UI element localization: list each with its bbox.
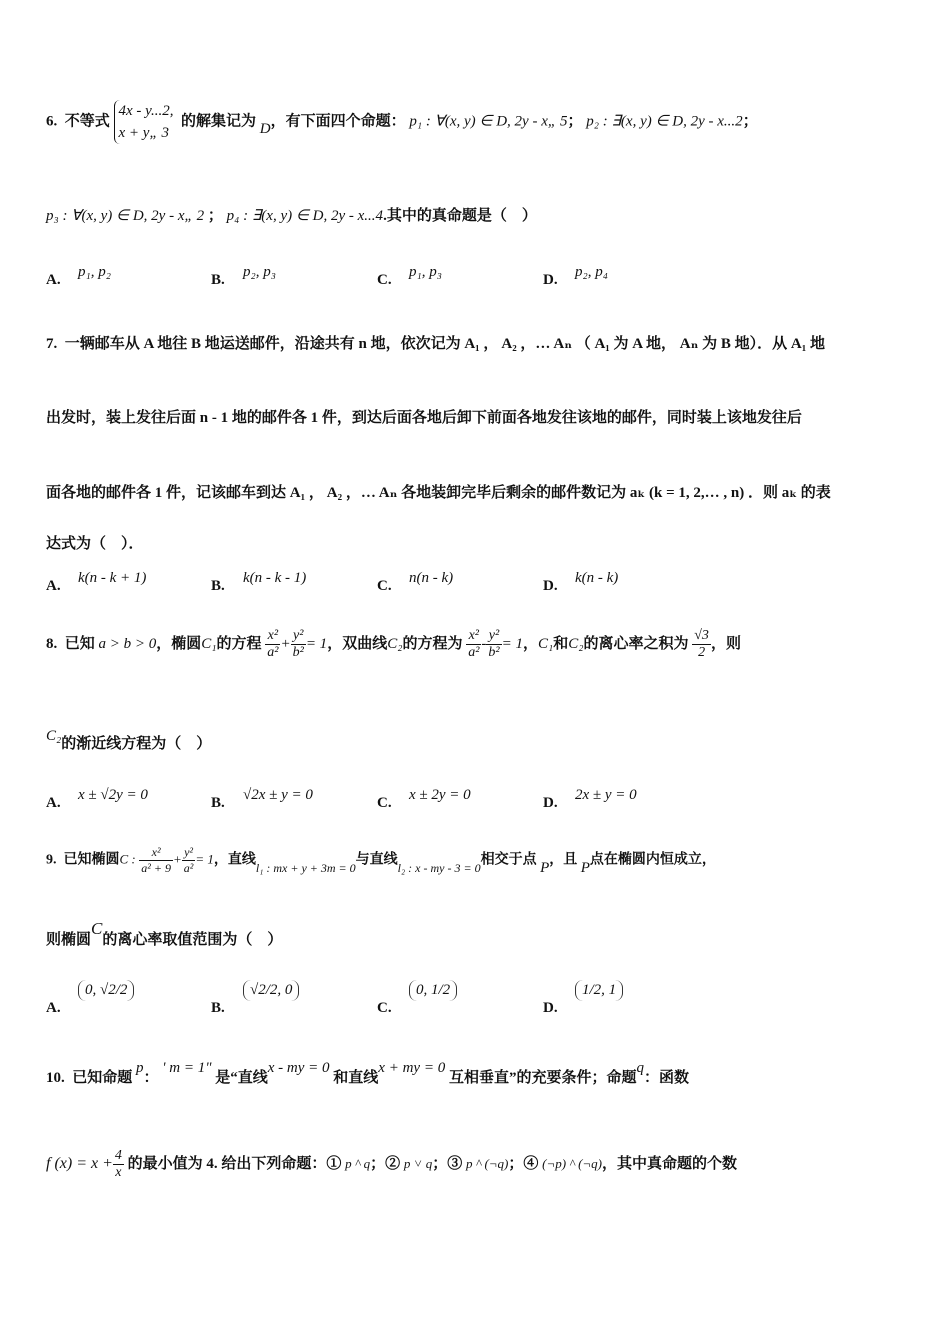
q8-condition: a > b > 0 [98, 635, 157, 652]
q10-text-4: 互相垂直”的充要条件；命题 [448, 1070, 637, 1086]
q6-text-4: .其中的真命题是（ ） [383, 208, 537, 224]
option-value: p₁, p₂ [78, 264, 111, 280]
option-value: x ± 2y = 0 [409, 787, 471, 803]
q7-option-b[interactable] [211, 570, 307, 595]
q6-option-b[interactable] [211, 264, 276, 289]
q9-text-2: ，直线 [213, 852, 256, 868]
option-label: B. [211, 578, 225, 594]
q8-C2-line2: C₂ [46, 728, 62, 744]
q6-sep2: ； [742, 113, 758, 130]
q8-plus: + [280, 635, 291, 652]
option-label: A. [46, 578, 61, 594]
q9-point-P2: P [580, 859, 590, 876]
option-value: √2/2, 0 [243, 980, 299, 1001]
q9-line1 [46, 845, 910, 876]
option-value: k(n - k) [575, 570, 619, 586]
q6-text-1: 不等式 [64, 113, 110, 130]
q9-text-line2a: 则椭圆 [46, 932, 92, 948]
q8-option-c[interactable] [377, 787, 471, 812]
q6-sep3: ； [207, 208, 223, 224]
q8-option-d[interactable] [543, 787, 637, 812]
q10-sep-3: ；④ [508, 1155, 539, 1172]
q9-option-c[interactable] [377, 980, 457, 1016]
option-label: A. [46, 272, 61, 288]
option-label: A. [46, 795, 61, 811]
q8-number: 8. [46, 635, 58, 652]
q8-minus: - [481, 635, 487, 652]
option-label: A. [46, 999, 61, 1016]
option-value: √2x ± y = 0 [243, 787, 313, 803]
q10-text-2: 是“直线 [215, 1070, 268, 1086]
q9-option-b[interactable] [211, 980, 299, 1016]
q10-text-6: 的最小值为 4. 给出下列命题：① [127, 1155, 342, 1172]
q6-number: 6. [46, 113, 58, 130]
option-label: D. [543, 999, 558, 1016]
q10-m-eq-1: ' m = 1" [162, 1060, 212, 1076]
option-label: B. [211, 272, 225, 288]
q10-sep-1: ；② [370, 1155, 401, 1172]
q8-frac-y2b2-h: $\frac{\text{y²}}{\text{b²}}$ [488, 628, 500, 660]
q8-C1: C₁ [201, 635, 217, 652]
q7-text-4: 达式为（ ）． [46, 536, 144, 552]
option-label: C. [377, 999, 392, 1016]
q7-option-c[interactable] [377, 570, 454, 595]
q8-frac-sqrt3-2: $\frac{√3}{2}$ [694, 628, 709, 660]
q8-C2b: C₂ [568, 635, 584, 652]
option-value: p₁, p₃ [409, 264, 442, 280]
option-label: B. [211, 795, 225, 811]
option-value: p₂, p₄ [575, 264, 608, 280]
q7-line3 [46, 481, 910, 502]
q8-text-2: ，椭圆 [156, 635, 202, 652]
q6-p4: p₄ : ∃(x, y) ∈ D, 2y - x...4 [226, 208, 384, 224]
q6-line2 [46, 204, 910, 225]
q10-number: 10. [46, 1070, 65, 1086]
q10-function: f (x) = x + [46, 1154, 113, 1172]
q9-text-3: 与直线 [355, 852, 398, 868]
q9-point-P: P [540, 859, 550, 876]
q8-text-3: 的方程 [216, 635, 262, 652]
q9-plus: + [172, 851, 182, 867]
q6-text-2: 的解集记为 [181, 113, 257, 130]
q10-p: p [136, 1060, 144, 1076]
q6-sep1: ； [567, 113, 583, 130]
q9-option-d[interactable] [543, 980, 623, 1016]
q10-text-5: ：函数 [643, 1070, 689, 1086]
q7-line2 [46, 406, 910, 427]
option-label: C. [377, 272, 392, 288]
q6-option-d[interactable] [543, 264, 608, 289]
q10-q: q [636, 1060, 644, 1076]
q9-number: 9. [46, 852, 57, 868]
q9-line-l2: l₂ : x - my - 3 = 0 [397, 860, 481, 875]
q6-ineq-1: 4x - y...2, [118, 103, 174, 119]
q9-text-1: 已知椭圆 [63, 852, 120, 868]
q9-frac-1: $\frac{\text{x²}}{\text{a² + 9}}$ [141, 845, 171, 875]
option-label: C. [377, 795, 392, 811]
q10-prop-1: p ^ q [345, 1155, 371, 1171]
option-value: x ± √2y = 0 [78, 787, 148, 803]
q10-text-1: 已知命题 [72, 1070, 133, 1086]
q8-text-6: ， [522, 635, 538, 652]
q7-option-d[interactable] [543, 570, 619, 595]
q8-frac-x2a2: $\frac{\text{x²}}{\text{a²}}$ [267, 628, 279, 660]
q10-line-2: x + my = 0 [378, 1060, 446, 1076]
q10-prop-3: p ^ (¬q) [465, 1155, 509, 1171]
q6-line1 [46, 100, 910, 144]
q8-C1b: C₁ [538, 635, 554, 652]
q10-line2 [46, 1148, 910, 1181]
q10-line-1: x - my = 0 [267, 1060, 330, 1076]
option-value: 0, √2/2 [78, 980, 134, 1001]
q9-line-l1: l₁ : mx + y + 3m = 0 [255, 860, 356, 875]
q9-frac-2: $\frac{\text{y²}}{\text{a²}}$ [183, 845, 194, 875]
option-value: 2x ± y = 0 [575, 787, 637, 803]
q7-text-3: 面各地的邮件各 1 件，记该邮车到达 A₁ ， A₂ ，… Aₙ 各地装卸完毕后剩余的邮件数记为 aₖ (k = 1, 2,… , n) ．则 aₖ 的表 [46, 485, 831, 501]
q10-text-7: ，其中真命题的个数 [602, 1155, 738, 1172]
q6-option-c[interactable] [377, 264, 442, 289]
q8-option-a[interactable] [46, 787, 148, 812]
q6-option-a[interactable] [46, 264, 111, 289]
option-label: B. [211, 999, 225, 1016]
q7-line1 [46, 332, 910, 353]
q10-prop-2: p ˅ q [403, 1155, 433, 1171]
q6-p3: p₃ : ∀(x, y) ∈ D, 2y - x„ 2 [46, 208, 205, 224]
q6-ineq-2: x + y„ 3 [118, 125, 170, 141]
q6-p1: p₁ : ∀(x, y) ∈ D, 2y - x„ 5 [409, 113, 568, 130]
q9-option-a[interactable] [46, 980, 134, 1016]
q8-text-8: 的离心率之积为 [583, 635, 689, 652]
q8-text-line2: 的渐近线方程为（ ） [61, 736, 212, 752]
q9-text-6: 点在椭圆内恒成立， [589, 852, 716, 868]
q8-eq1: = 1 [305, 635, 328, 652]
q8-frac-y2b2: $\frac{\text{y²}}{\text{b²}}$ [292, 628, 304, 660]
q10-prop-4: (¬p) ^ (¬q) [542, 1155, 603, 1171]
option-label: D. [543, 795, 558, 811]
q9-text-5: ，且 [549, 852, 578, 868]
option-value: 1/2, 1 [575, 980, 623, 1001]
q8-text-5: 的方程为 [402, 635, 463, 652]
q8-text-4: ，双曲线 [327, 635, 388, 652]
q9-eq: = 1 [195, 851, 214, 867]
q9-C-line2: C [91, 919, 103, 938]
q8-text-1: 已知 [64, 635, 95, 652]
option-label: D. [543, 272, 558, 288]
q8-line1 [46, 628, 910, 661]
q6-p2: p₂ : ∃(x, y) ∈ D, 2y - x...2 [586, 113, 743, 130]
q6-inequality-system [114, 100, 174, 144]
option-value: n(n - k) [409, 570, 454, 586]
q10-line1 [46, 1060, 910, 1087]
q6-set-D: D [259, 121, 271, 138]
option-value: k(n - k - 1) [243, 570, 307, 586]
q8-frac-x2a2-h: $\frac{\text{x²}}{\text{a²}}$ [468, 628, 480, 660]
option-value: k(n - k + 1) [78, 570, 147, 586]
q8-line2 [46, 728, 910, 753]
q9-text-4: 相交于点 [480, 852, 537, 868]
option-label: C. [377, 578, 392, 594]
option-label: D. [543, 578, 558, 594]
option-value: p₂, p₃ [243, 264, 276, 280]
q7-text-2: 出发时，装上发往后面 n - 1 地的邮件各 1 件，到达后面各地后卸下前面各地发往该地的邮件，同时装上该地发往后 [46, 410, 802, 426]
q10-frac-4-x: $\frac{4}{x}$ [114, 1148, 122, 1180]
q6-text-3: ，有下面四个命题： [270, 113, 406, 130]
q7-text-1: 一辆邮车从 A 地往 B 地运送邮件，沿途共有 n 地，依次记为 A₁ ， A₂ ，… Aₙ （ A₁ 为 A 地， Aₙ 为 B 地）．从 A₁ 地 [64, 336, 826, 352]
q8-C2: C₂ [387, 635, 403, 652]
q8-text-7: 和 [553, 635, 569, 652]
option-value: 0, 1/2 [409, 980, 457, 1001]
q8-option-b[interactable] [211, 787, 313, 812]
q7-number: 7. [46, 336, 58, 352]
q7-line4 [46, 532, 910, 553]
q7-option-a[interactable] [46, 570, 147, 595]
q10-sep-2: ；③ [432, 1155, 463, 1172]
q9-C: C : [119, 851, 136, 867]
q10-text-3: 和直线 [333, 1070, 379, 1086]
q9-text-line2b: 的离心率取值范围为（ ） [102, 932, 283, 948]
q8-eq2: = 1 [501, 635, 523, 652]
q8-text-9: ，则 [710, 635, 741, 652]
q9-line2 [46, 919, 910, 949]
q10-colon: ： [143, 1070, 159, 1086]
